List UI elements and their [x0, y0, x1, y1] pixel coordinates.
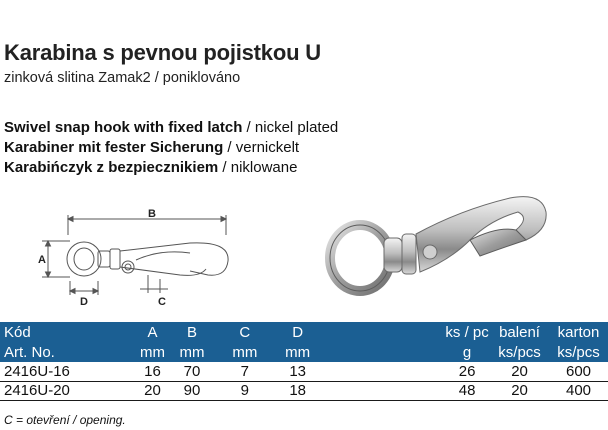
cell-pack: 20 — [511, 362, 528, 380]
table-header-row — [0, 322, 608, 342]
cell-carton: 400 — [549, 381, 608, 400]
page-title: Karabina s pevnou pojistkou U — [4, 40, 321, 65]
translation-de-finish: / vernickelt — [223, 139, 300, 156]
translation-pl — [4, 158, 338, 178]
material-subtitle: zinková slitina Zamak2 / poniklováno — [4, 70, 241, 86]
translation-pl-finish: / niklowane — [218, 159, 298, 176]
cell-code: 2416U-20 — [0, 381, 85, 400]
unit-d: mm — [271, 342, 324, 362]
cell-weight: 26 — [458, 362, 476, 380]
translation-de — [4, 138, 338, 158]
cell-b: 90 — [166, 381, 219, 400]
label-c: C — [158, 296, 166, 308]
col-d: D — [271, 322, 324, 342]
cell-a: 20 — [85, 381, 165, 400]
unit-b: mm — [166, 342, 219, 362]
cell-c: 7 — [240, 362, 250, 380]
translation-de-name: Karabiner mit fester Sicherung — [4, 139, 224, 156]
col-b: B — [166, 322, 219, 342]
unit-pack: ks/pcs — [490, 342, 549, 362]
col-carton: karton — [549, 322, 608, 342]
cell-code: 2416U-16 — [4, 362, 70, 380]
table-row — [0, 362, 608, 381]
product-photo — [320, 190, 550, 300]
cell-weight: 48 — [324, 381, 490, 400]
col-pack: balení — [490, 322, 549, 342]
cell-b: 70 — [183, 362, 201, 380]
translations-block — [4, 118, 338, 178]
translation-en-finish: / nickel plated — [242, 119, 339, 136]
label-b: B — [148, 208, 156, 220]
cell-d: 13 — [289, 362, 307, 380]
label-a: A — [38, 254, 46, 266]
translation-en-name: Swivel snap hook with fixed latch — [4, 119, 243, 136]
translation-en — [4, 118, 338, 138]
col-artno: Art. No. — [0, 342, 85, 362]
cell-a: 16 — [144, 362, 161, 380]
col-weight: ks / pc — [324, 322, 490, 342]
translation-pl-name: Karabińczyk z bezpiecznikiem — [4, 159, 219, 176]
cell-pack: 20 — [490, 381, 549, 400]
dimension-drawing — [40, 205, 240, 310]
col-code: Kód — [0, 322, 85, 342]
label-d: D — [80, 296, 88, 308]
cell-d: 18 — [271, 381, 324, 400]
table-units-row — [0, 342, 608, 362]
cell-c: 9 — [218, 381, 271, 400]
cell-carton: 600 — [565, 362, 592, 380]
col-a: A — [85, 322, 165, 342]
unit-weight: g — [324, 342, 490, 362]
spec-table — [0, 322, 608, 401]
col-c: C — [218, 322, 271, 342]
footnote: C = otevření / opening. — [4, 413, 126, 427]
unit-a: mm — [85, 342, 165, 362]
unit-c: mm — [218, 342, 271, 362]
unit-carton: ks/pcs — [549, 342, 608, 362]
table-row — [0, 381, 608, 400]
